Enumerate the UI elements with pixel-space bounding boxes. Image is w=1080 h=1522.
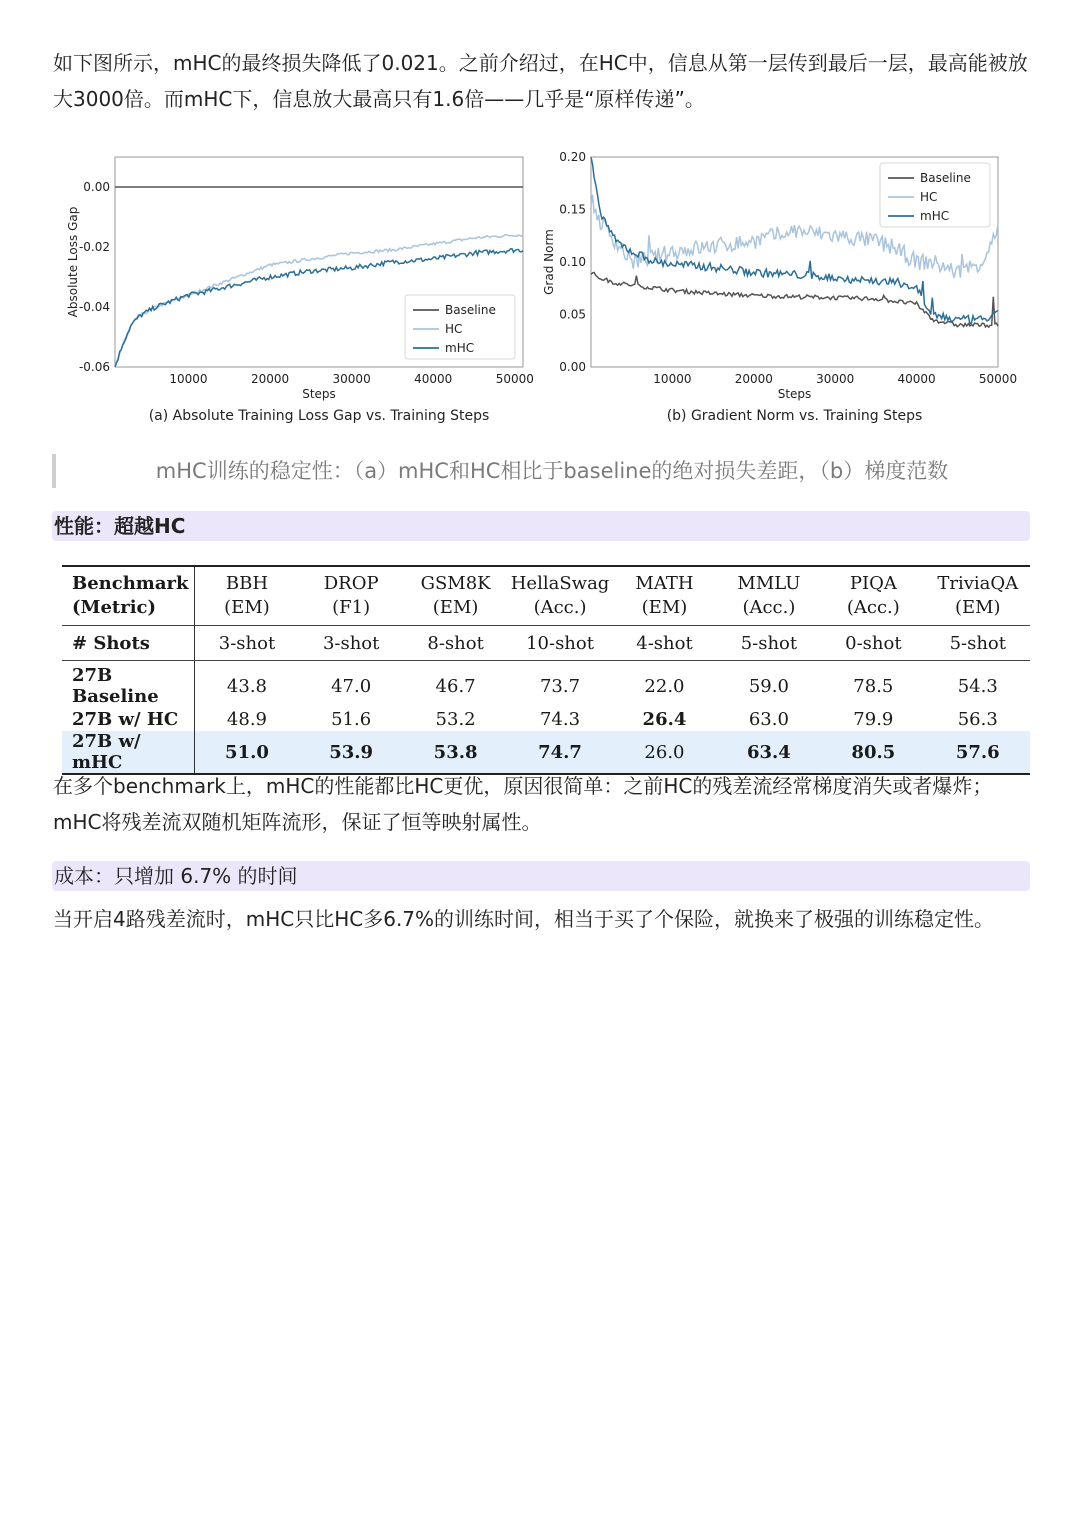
intro-paragraph: 如下图所示，mHC的最终损失降低了0.021。之前介绍过，在HC中，信息从第一层传到最后一层，最高能被放大3000倍。而mHC下，信息放大最高只有1.6倍——几乎是“原样传递”。 [53,51,1028,111]
x-tick-label: 40000 [414,372,453,386]
table-cell: 22.0 [644,675,685,697]
legend-label: HC [920,190,938,204]
y-axis-label: Absolute Loss Gap [66,206,80,318]
column-metric: (EM) [432,597,479,618]
x-tick-label: 10000 [169,372,208,386]
y-axis-label: Grad Norm [542,229,556,295]
x-tick-label: 30000 [816,372,855,386]
table-cell: 78.5 [853,675,894,697]
column-name: BBH [225,573,269,594]
y-tick-label: 0.05 [559,307,586,322]
column-name: DROP [323,573,379,594]
column-name: PIQA [849,573,897,594]
table-cell: 59.0 [748,675,789,697]
stability-figure [60,140,1050,430]
section-heading-cost [52,861,1030,891]
shots-cell: 8-shot [403,626,507,661]
header-label-line: Benchmark [72,573,189,594]
column-metric: (F1) [332,597,371,618]
column-name: MATH [635,573,694,594]
table-cell-best: 26.4 [642,708,687,730]
x-tick-label: 20000 [250,372,290,386]
column-name: MMLU [737,573,801,594]
y-tick-label: -0.06 [78,360,110,374]
header-cell [717,566,821,626]
x-tick-label: 50000 [495,372,534,386]
table-cell: 63.0 [748,708,789,730]
legend-label: HC [445,322,463,336]
section-heading-cost-text: 成本：只增加 6.7% 的时间 [54,864,298,888]
column-metric: (EM) [954,597,1001,618]
column-metric: (EM) [224,597,270,618]
header-label-cell [62,566,195,626]
row-label: 27B Baseline [62,661,195,708]
y-tick-label: -0.04 [78,300,110,314]
table-cell: 79.9 [853,708,894,730]
column-name: GSM8K [420,573,491,594]
legend-label: mHC [445,341,475,355]
x-axis-label: Steps [302,387,336,401]
header-label-line: (Metric) [72,597,157,618]
y-tick-label: -0.02 [78,240,110,254]
x-axis-label: Steps [777,387,812,401]
y-tick-label: 0.00 [559,360,586,374]
header-cell [926,566,1030,626]
table-cell: 74.3 [539,708,581,730]
cost-paragraph: 当开启4路残差流时，mHC只比HC多6.7%的训练时间，相当于买了个保险，就换来了极强的训练稳定性。 [53,907,995,931]
figure-caption: mHC训练的稳定性：（a）mHC和HC相比于baseline的绝对损失差距，（b）梯度范数 [155,459,949,483]
table-cell-best: 53.9 [299,731,403,774]
shots-cell: 10-shot [508,626,612,661]
y-tick-label: 0.15 [559,202,586,217]
table-cell: 26.0 [612,731,716,774]
shots-cell: 5-shot [926,626,1030,661]
table-cell: 51.6 [331,708,372,730]
legend-label: Baseline [920,171,971,185]
header-cell [508,566,612,626]
table-header-row [62,566,1030,626]
table-cell: 48.9 [226,708,267,730]
y-tick-label: 0.00 [83,180,110,194]
row-label: 27B w/ HC [62,707,195,731]
table-cell-best: 57.6 [926,731,1030,774]
table-cell: 47.0 [331,675,372,697]
header-cell [821,566,925,626]
chart-title: (a) Absolute Training Loss Gap vs. Training Steps [148,408,490,424]
header-cell [195,566,299,626]
column-name: HellaSwag [510,573,610,594]
column-name: TriviaQA [937,573,1019,594]
row-label: 27B w/ mHC [62,731,195,774]
table-cell: 54.3 [957,675,998,697]
table-cell: 53.2 [435,708,476,730]
table-cell-best: 80.5 [821,731,925,774]
table-cell: 56.3 [957,708,998,730]
y-tick-label: 0.20 [559,150,586,164]
x-tick-label: 50000 [978,372,1018,386]
column-metric: (Acc.) [742,597,796,618]
table-cell: 43.8 [226,675,267,697]
table-cell-best: 74.7 [508,731,612,774]
chart-title: (b) Gradient Norm vs. Training Steps [666,408,923,424]
column-metric: (Acc.) [846,597,900,618]
shots-cell: 3-shot [195,626,299,661]
x-tick-label: 20000 [734,372,773,386]
section-heading-performance-text: 性能：超越HC [54,514,186,538]
shots-label: # Shots [62,626,195,661]
table-cell: 73.7 [539,675,581,697]
shots-row [62,626,1030,661]
legend-label: mHC [920,209,950,223]
header-cell [403,566,507,626]
table-row [62,707,1030,731]
table-row [62,661,1030,708]
x-tick-label: 40000 [897,372,936,386]
shots-cell: 0-shot [821,626,925,661]
legend-label: Baseline [445,303,496,317]
figure-svg [60,140,1050,430]
benchmark-table [62,565,1030,775]
column-metric: (Acc.) [533,597,587,618]
y-tick-label: 0.10 [559,255,586,269]
table-cell: 46.7 [435,675,476,697]
shots-cell: 5-shot [717,626,821,661]
x-tick-label: 10000 [653,372,692,386]
section-heading-performance [52,511,1030,541]
table-cell-best: 51.0 [195,731,299,774]
table-cell-best: 53.8 [403,731,507,774]
x-tick-label: 30000 [332,372,371,386]
column-metric: (EM) [641,597,688,618]
benchmark-paragraph: 在多个benchmark上，mHC的性能都比HC更优，原因很简单：之前HC的残差流经常梯度消失或者爆炸；mHC将残差流双随机矩阵流形，保证了恒等映射属性。 [53,774,993,834]
header-cell [612,566,716,626]
shots-cell: 3-shot [299,626,403,661]
table-cell-best: 63.4 [717,731,821,774]
shots-cell: 4-shot [612,626,716,661]
benchmark-table-container [62,565,1030,775]
header-cell [299,566,403,626]
